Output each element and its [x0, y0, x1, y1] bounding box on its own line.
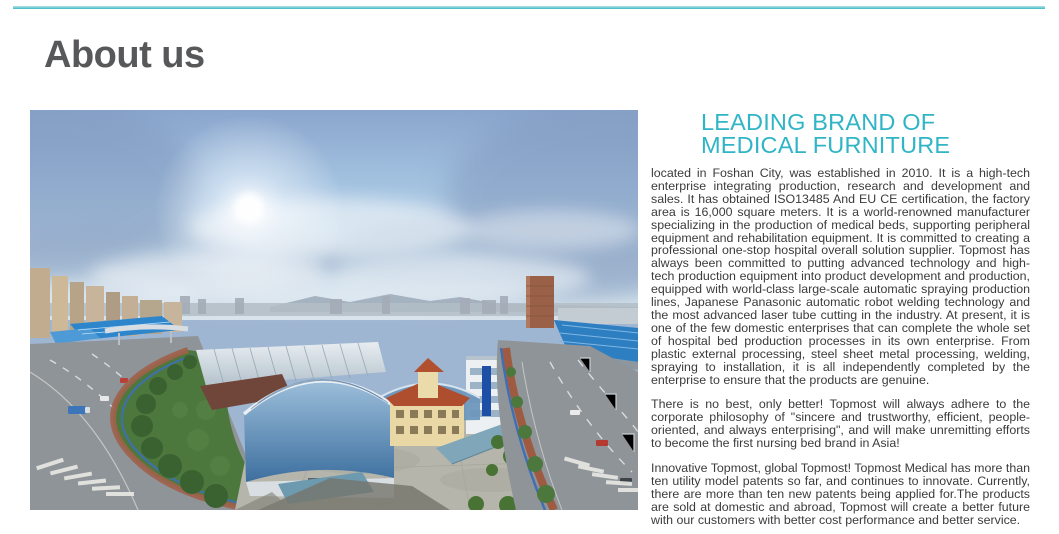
about-paragraphs: [651, 167, 1030, 527]
factory-panorama-image: [30, 110, 638, 510]
top-accent-line: [13, 6, 1045, 9]
factory-panorama-illustration: [30, 110, 638, 510]
about-paragraph-1: located in Foshan City, was established in 2010. It is a high-tech enterprise integrating production, research and development and sales. It has obtained ISO13485 And EU CE certification, the factory area is 16,000 square meters. It is a world-renowned manufacturer specializing in the production of medical beds, supporting peripheral equipment and rehabilitation equipment. It is committed to creating a professional one-stop hospital overall solution supplier. Topmost has always been committed to putting advanced technology and high-tech production equipment into product development and production, equipped with world-class large-scale automatic spraying production lines, Japanese Panasonic automatic robot welding technology and the most advanced laser tube cutting in the industry. At present, it is one of the few domestic enterprises that can complete the whole set of hospital bed production processes in its own enterprise. From plastic external processing, steel sheet metal processing, welding, spraying to installation, it is all independently completed by the enterprise to ensure that the products are genuine.: [651, 166, 1030, 387]
tagline-heading: [701, 110, 1030, 157]
tagline-line-2: MEDICAL FURNITURE: [701, 132, 951, 158]
about-paragraph-2: There is no best, only better! Topmost will always adhere to the corporate philosophy of "sincere and trustworthy, efficient, people-oriented, and always enterprising", and will make unremitting efforts to become the first nursing bed brand in Asia!: [651, 397, 1030, 451]
tagline-line-1: LEADING BRAND OF: [701, 109, 936, 135]
about-text-column: [651, 110, 1030, 527]
about-paragraph-3: Innovative Topmost, global Topmost! Topmost Medical has more than ten utility model patents so far, and continues to innovate. Currently, there are more than ten new patents being applied for.The products are sold at domestic and abroad, Topmost will create a better future with our customers with better cost performance and better service.: [651, 461, 1030, 527]
page-title: About us: [44, 34, 205, 76]
